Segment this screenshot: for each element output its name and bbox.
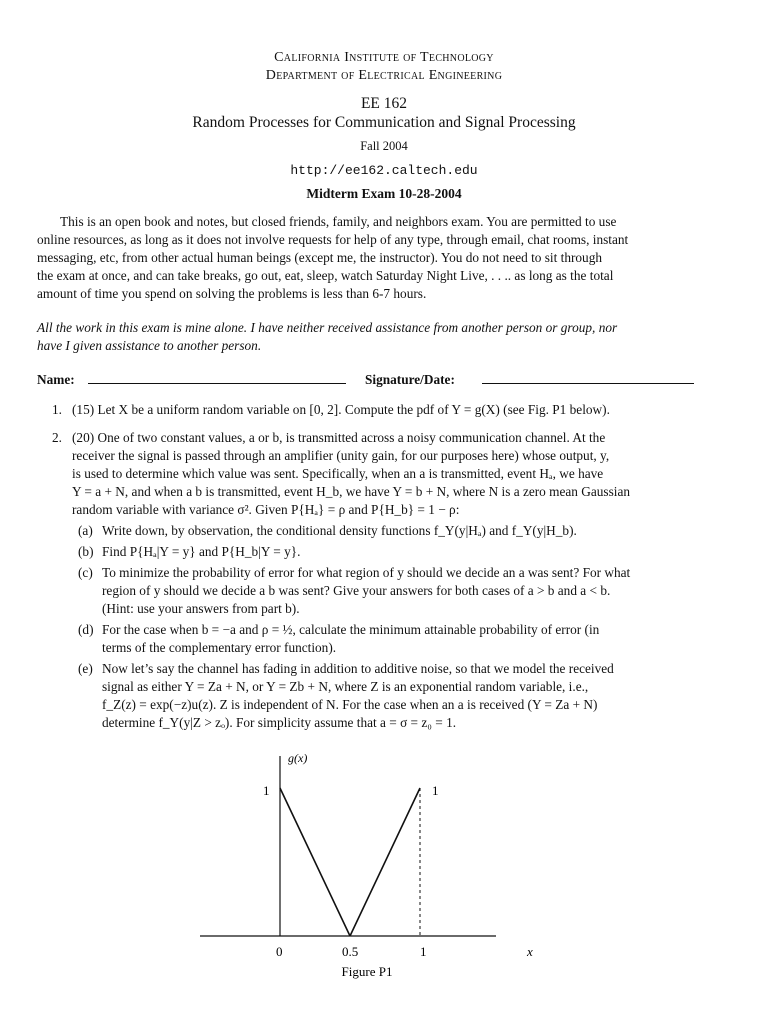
- honor-line-2: have I given assistance to another person.: [37, 338, 262, 353]
- intro-line-1: This is an open book and notes, but closed friends, family, and neighbors exam. You are permitted to use: [60, 214, 617, 229]
- part-d-label: (d): [78, 622, 94, 637]
- institute-name: California Institute of Technology: [274, 50, 494, 65]
- part-c-line-1: To minimize the probability of error for what region of y should we decide an a was sent? For what: [102, 565, 631, 580]
- y-tick-left: 1: [263, 783, 270, 798]
- problem-2-number: 2.: [52, 430, 62, 445]
- x-tick-1: 1: [420, 944, 427, 959]
- figure-p1: [0, 724, 768, 1024]
- course-number: EE 162: [360, 95, 408, 112]
- g-segment-2: [350, 788, 420, 936]
- part-d-line-2: terms of the complementary error function).: [102, 640, 337, 655]
- name-field[interactable]: [88, 383, 346, 384]
- signature-label: Signature/Date:: [365, 372, 455, 387]
- part-a-line-1: Write down, by observation, the conditional density functions f_Y(y|Hₐ) and f_Y(y|H_b).: [102, 523, 577, 538]
- intro-line-4: the exam at once, and can take breaks, go out, eat, sleep, watch Saturday Night Live, . . .. as long as the total: [37, 268, 614, 283]
- problem-2-line-1: (20) One of two constant values, a or b, is transmitted across a noisy communication channel. At the: [72, 430, 606, 445]
- problem-2-line-4: Y = a + N, and when a b is transmitted, event H_b, we have Y = b + N, where N is a zero mean Gaussian: [72, 484, 631, 499]
- department-name: Department of Electrical Engineering: [265, 68, 503, 83]
- exam-title: Midterm Exam 10-28-2004: [306, 186, 462, 201]
- part-e-line-1: Now let’s say the channel has fading in addition to additive noise, so that we model the received: [102, 661, 614, 676]
- problem-2-line-3: is used to determine which value was sent. Specifically, when an a is transmitted, event Hₐ, we have: [72, 466, 604, 481]
- part-b-line-1: Find P{Hₐ|Y = y} and P{H_b|Y = y}.: [102, 544, 301, 559]
- problem-1-text: (15) Let X be a uniform random variable on [0, 2]. Compute the pdf of Y = g(X) (see Fig. P1 below).: [72, 402, 610, 417]
- g-segment-1: [280, 788, 350, 936]
- intro-line-5: amount of time you spend on solving the problems is less than 6-7 hours.: [37, 286, 427, 301]
- part-c-line-2: region of y should we decide a b was sent? Give your answers for both cases of a > b and a < b.: [102, 583, 611, 598]
- course-url[interactable]: http://ee162.caltech.edu: [290, 163, 478, 178]
- part-a-label: (a): [78, 523, 93, 538]
- problem-1-number: 1.: [52, 402, 62, 417]
- x-tick-0: 0: [276, 944, 283, 959]
- x-tick-0.5: 0.5: [342, 944, 359, 959]
- y-axis-label: g(x): [288, 751, 308, 765]
- intro-line-3: messaging, etc, from other actual human beings (except me, the instructor). You do not need to sit through: [37, 250, 602, 265]
- intro-line-2: online resources, as long as it does not involve requests for help of any type, through email, chat rooms, instant: [37, 232, 629, 247]
- problem-2-line-5: random variable with variance σ². Given P{Hₐ} = ρ and P{H_b} = 1 − ρ:: [72, 502, 460, 517]
- x-axis-label: x: [527, 944, 533, 959]
- y-tick-right: 1: [432, 783, 439, 798]
- term: Fall 2004: [360, 139, 408, 153]
- problem-2-line-2: receiver the signal is passed through an amplifier (unity gain, for our purposes here) whose output, y,: [72, 448, 610, 463]
- part-e-line-4: determine f_Y(y|Z > zₒ). For simplicity assume that a = σ = z₀ = 1.: [102, 715, 457, 730]
- name-label: Name:: [37, 372, 75, 387]
- course-title: Random Processes for Communication and Signal Processing: [192, 114, 576, 131]
- honor-line-1: All the work in this exam is mine alone. I have neither received assistance from another person or group, nor: [37, 320, 618, 335]
- part-e-line-3: f_Z(z) = exp(−z)u(z). Z is independent of N. For the case when an a is received (Y = Za + N): [102, 697, 598, 712]
- part-c-label: (c): [78, 565, 93, 580]
- part-e-label: (e): [78, 661, 93, 676]
- part-b-label: (b): [78, 544, 94, 559]
- signature-field[interactable]: [482, 383, 694, 384]
- part-e-line-2: signal as either Y = Za + N, or Y = Zb + N, where Z is an exponential random variable, i.e.,: [102, 679, 589, 694]
- part-d-line-1: For the case when b = −a and ρ = ½, calculate the minimum attainable probability of error (in: [102, 622, 600, 637]
- part-c-line-3: (Hint: use your answers from part b).: [102, 601, 300, 616]
- figure-caption: Figure P1: [341, 964, 393, 979]
